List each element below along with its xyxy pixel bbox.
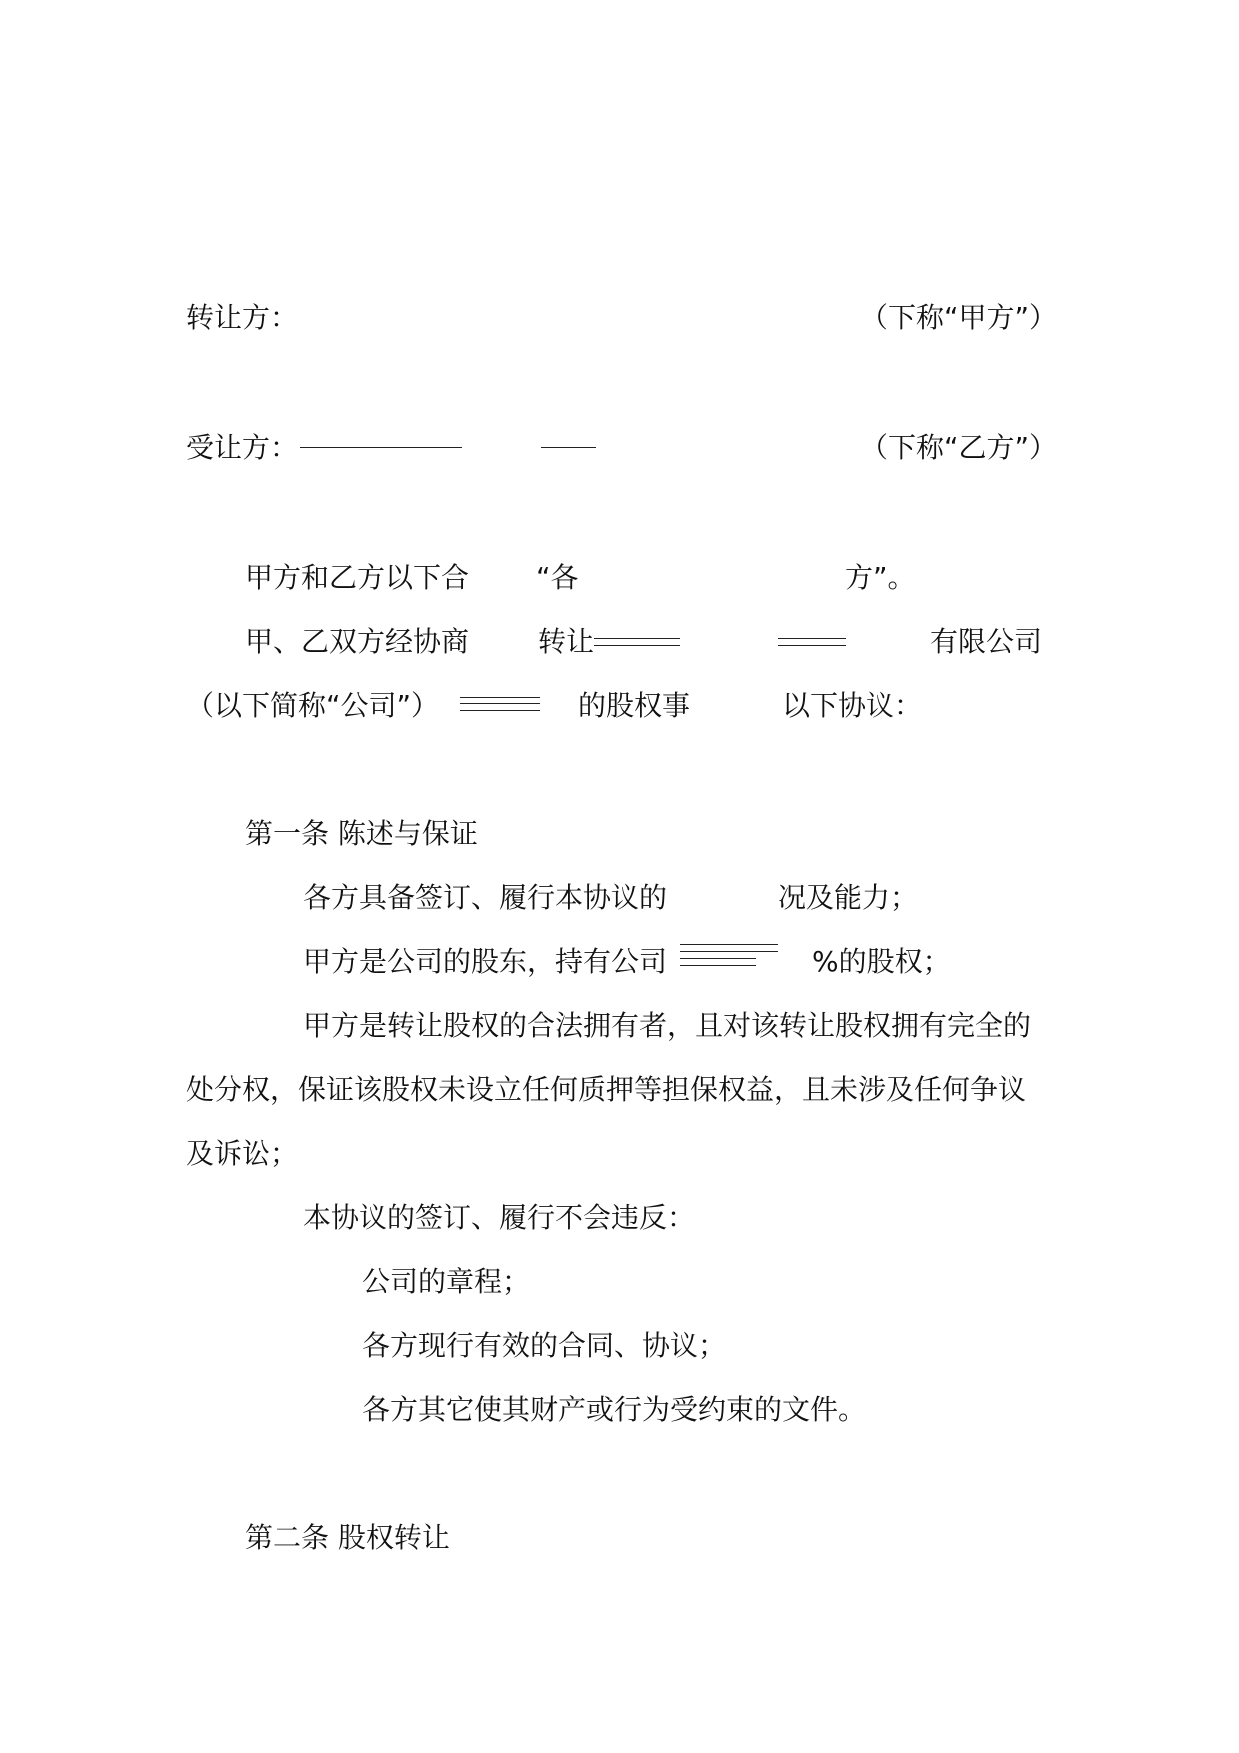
intro-p3-part1: （以下简称“公司”） (186, 689, 440, 722)
article1-title: 第一条 陈述与保证 (245, 817, 478, 850)
article1-sub3: 各方其它使其财产或行为受约束的文件。 (362, 1393, 867, 1426)
blank-double-line (680, 958, 756, 966)
transferee-blank-line (300, 447, 462, 448)
intro-p2-part3: 有限公司 (930, 625, 1043, 658)
transferor-alias: （下称“甲方”） (860, 301, 1058, 334)
intro-p3-part2: 的股权事 (578, 689, 691, 722)
article1-item1-part1: 各方具备签订、履行本协议的 (303, 881, 668, 914)
transferee-alias: （下称“乙方”） (860, 431, 1058, 464)
article1-item1-part2: 况及能力； (778, 881, 919, 914)
article1-item2-part1: 甲方是公司的股东，持有公司 (303, 945, 668, 978)
intro-p2-part2: 转让 (538, 625, 595, 658)
transferee-blank-line-2 (541, 447, 596, 448)
intro-p2-part1: 甲、乙双方经协商 (245, 625, 470, 658)
intro-p1-part3: 方”。 (845, 561, 916, 594)
article1-item2-part2: %的股权； (812, 945, 951, 978)
article1-sub1: 公司的章程； (362, 1265, 531, 1298)
article1-item4: 本协议的签订、履行不会违反： (303, 1201, 696, 1234)
intro-p3-part3: 以下协议： (782, 689, 923, 722)
blank-double-line (594, 638, 680, 646)
article1-item3-line2: 处分权，保证该股权未设立任何质押等担保权益，且未涉及任何争议 (186, 1073, 1027, 1106)
blank-triple-line (460, 697, 540, 711)
article1-sub2: 各方现行有效的合同、协议； (362, 1329, 727, 1362)
blank-double-line (680, 944, 778, 952)
intro-p1-part1: 甲方和乙方以下合 (245, 561, 470, 594)
article1-item3-line3: 及诉讼； (186, 1137, 299, 1170)
blank-double-line (778, 638, 846, 646)
transferor-label: 转让方： (186, 301, 299, 334)
transferee-label: 受让方： (186, 431, 299, 464)
article1-item3-line1: 甲方是转让股权的合法拥有者，且对该转让股权拥有完全的 (303, 1009, 1032, 1042)
intro-p1-part2: “各 (536, 561, 579, 594)
article2-title: 第二条 股权转让 (245, 1521, 450, 1554)
